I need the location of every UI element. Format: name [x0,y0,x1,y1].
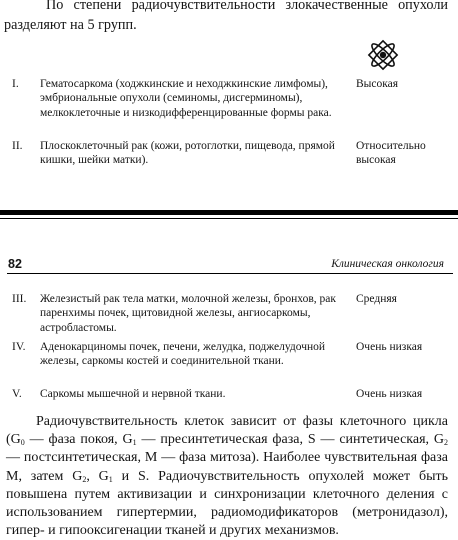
group-row-2 [0,139,458,169]
group-row-5 [0,387,458,403]
cell-cycle-paragraph [6,413,448,540]
subscript: 1 [108,474,113,484]
group-description: Саркомы мышечной и нервной ткани. [40,388,226,400]
group-description: Аденокарциномы почек, печени, желудка, поджелудочной железы, саркомы костей и соединительной ткани. [40,341,326,368]
subscript: 2 [444,438,448,448]
group-description: Железистый рак тела матки, молочной железы, бронхов, рак паренхимы почек, щитовидной железы, ангиосаркомы, астробластомы. [40,293,336,334]
text-run: — постсинтетическая, M — фаза митоза). Наиболее чувствительная фаза M, затем G [6,450,448,484]
group-number: IV. [12,341,26,353]
radiation-symbol-icon [366,38,400,72]
group-radiosensitivity: Относительно высокая [356,140,426,167]
text-run: — фаза покоя, G [24,432,133,448]
subscript: 0 [20,438,25,448]
group-radiosensitivity: Очень низкая [356,388,423,400]
text-run: и S. Радиочувствительность опухолей может быть повышена путем активизации и синхронизации клеточного деления с использованием гипертермии, радиомодификаторов (метронидазол), гипер- и гипооксигенации тканей и других механизмов. [6,468,448,539]
running-title: Клиническая онкология [331,258,444,270]
page-break-rule [0,210,458,215]
text-run: Радиочувствительность клеток зависит от фазы клеточного цикла (G [6,414,448,448]
group-description: Плоскоклеточный рак (кожи, ротоглотки, пищевода, прямой кишки, шейки матки). [40,140,335,167]
intro-paragraph: По степени радиочувствительности злокачественные опухоли разделяют на 5 групп. [4,0,448,33]
group-radiosensitivity: Средняя [356,293,397,305]
group-number: V. [12,388,22,400]
group-radiosensitivity: Высокая [356,78,399,90]
group-row-4 [0,340,458,384]
page-number: 82 [8,257,22,271]
text-run: , G [86,468,109,484]
group-number: I. [12,78,19,90]
header-divider [7,273,453,274]
subscript: 2 [82,474,87,484]
group-row-1 [0,77,458,135]
group-number: II. [12,140,23,152]
subscript: 1 [132,438,137,448]
group-number: III. [12,293,27,305]
text-run: — пресинтетическая фаза, S — синтетическая, G [136,432,444,448]
page-break-rule-thin [0,218,458,219]
group-radiosensitivity: Очень низкая [356,341,423,353]
group-row-3 [0,292,458,336]
group-description: Гематосаркома (ходжкинские и неходжкинские лимфомы), эмбриональные опухоли (семиномы, дисгерминомы), мелкоклеточные и низкодифференцированные формы рака. [40,78,332,119]
